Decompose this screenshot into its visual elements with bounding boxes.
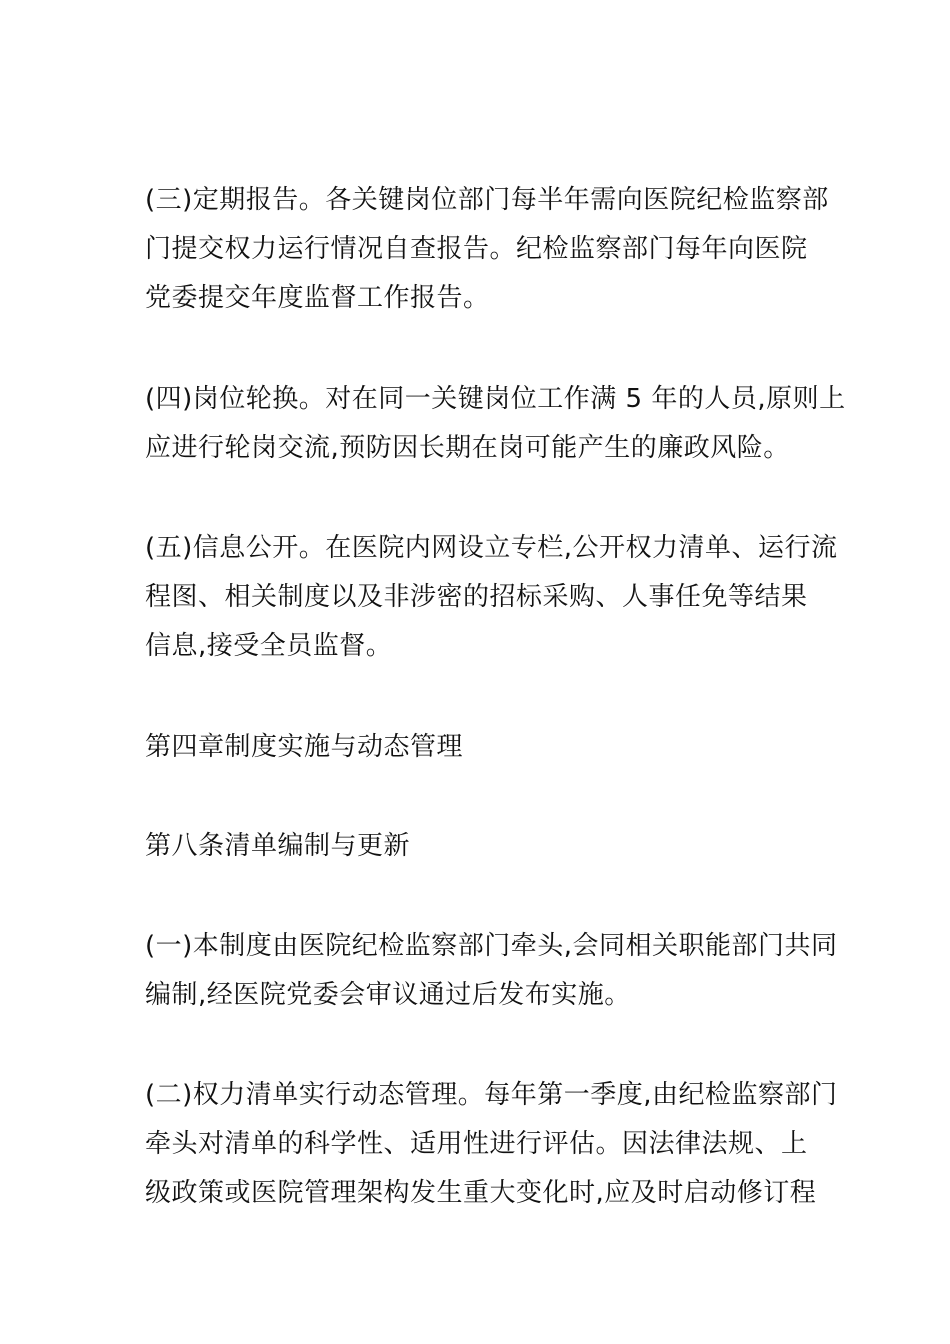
- heading-text: 第四章制度实施与动态管理: [145, 732, 464, 762]
- text-line: (四)岗位轮换。对在同一关键岗位工作满 5 年的人员,原则上: [145, 384, 846, 414]
- paragraph-periodic-report: [145, 176, 829, 323]
- paragraph-compilation: [145, 922, 838, 1020]
- chapter-heading: [145, 723, 815, 772]
- text-line: 编制,经医院党委会审议通过后发布实施。: [145, 980, 631, 1010]
- text-line: 信息,接受全员监督。: [145, 631, 393, 661]
- text-line: (二)权力清单实行动态管理。每年第一季度,由纪检监察部门: [145, 1080, 838, 1110]
- text-line: (三)定期报告。各关键岗位部门每半年需向医院纪检监察部: [145, 185, 829, 215]
- article-heading: [145, 822, 815, 871]
- text-line: 应进行轮岗交流,预防因长期在岗可能产生的廉政风险。: [145, 433, 790, 463]
- paragraph-info-disclosure: [145, 524, 838, 671]
- paragraph-job-rotation: [145, 375, 846, 473]
- text-line: 党委提交年度监督工作报告。: [145, 283, 490, 313]
- text-line: 级政策或医院管理架构发生重大变化时,应及时启动修订程: [145, 1178, 817, 1208]
- text-line: 程图、相关制度以及非涉密的招标采购、人事任免等结果: [145, 582, 808, 612]
- paragraph-dynamic-management: [145, 1071, 838, 1218]
- heading-text: 第八条清单编制与更新: [145, 831, 411, 861]
- text-line: (五)信息公开。在医院内网设立专栏,公开权力清单、运行流: [145, 533, 838, 563]
- text-line: 门提交权力运行情况自查报告。纪检监察部门每年向医院: [145, 234, 808, 264]
- text-line: (一)本制度由医院纪检监察部门牵头,会同相关职能部门共同: [145, 931, 838, 961]
- text-line: 牵头对清单的科学性、适用性进行评估。因法律法规、上: [145, 1129, 808, 1159]
